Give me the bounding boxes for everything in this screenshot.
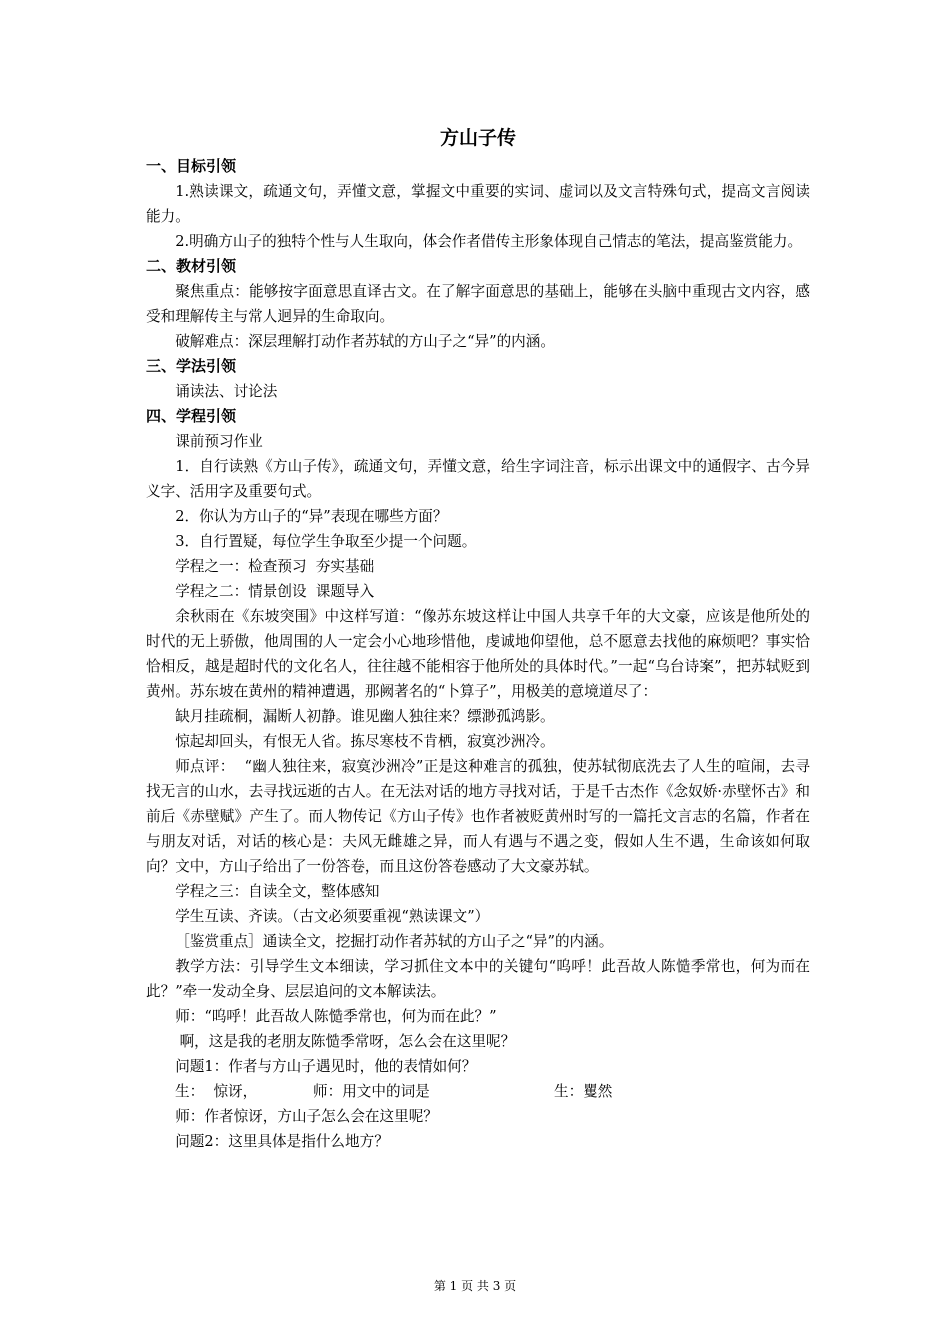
dialogue-row	[146, 1079, 810, 1104]
section-heading-materials: 二、教材引领	[146, 257, 237, 275]
paragraph: 问题1：作者与方山子遇见时，他的表情如何？	[175, 1058, 477, 1075]
section-heading-methods: 三、学法引领	[146, 357, 237, 375]
dialogue-student: 生： 惊讶，	[175, 1083, 258, 1100]
paragraph: 啊，这是我的老朋友陈慥季常呀，怎么会在这里呢？	[179, 1033, 516, 1050]
paragraph: 学生互读、齐读。（古文必须要重视“熟读课文”）	[175, 908, 490, 925]
section-heading-process: 四、学程引领	[146, 407, 237, 425]
paragraph: 聚焦重点：能够按字面意思直译古文。在了解字面意思的基础上，能够在头脑中重现古文内容，感受和理解传主与常人迥异的生命取向。	[146, 283, 810, 325]
poem-line: 惊起却回头，有恨无人省。拣尽寒枝不肯栖，寂寞沙洲冷。	[175, 733, 555, 750]
paragraph: 1．自行读熟《方山子传》，疏通文句，弄懂文意，给生字词注音，标示出课文中的通假字、古今异义字、活用字及重要句式。	[146, 458, 810, 500]
paragraph: 师：作者惊讶，方山子怎么会在这里呢？	[175, 1108, 438, 1125]
paragraph: ［鉴赏重点］通读全文，挖掘打动作者苏轼的方山子之“异”的内涵。	[175, 933, 614, 950]
paragraph: 诵读法、讨论法	[175, 383, 278, 400]
paragraph: 余秋雨在《东坡突围》中这样写道：“像苏东坡这样让中国人共享千年的大文豪，应该是他所处的时代的无上骄傲，他周围的人一定会小心地珍惜他，虔诚地仰望他，总不愿意去找他的麻烦吧？事实恰恰相反，越是超时代的文化名人，往往越不能相容于他所处的具体时代。”一起“乌台诗案”，把苏轼贬到黄州。苏东坡在黄州的精神遭遇，那阙著名的“卜算子”，用极美的意境道尽了：	[146, 608, 810, 700]
dialogue-answer: 生：矍然	[554, 1083, 613, 1100]
paragraph: 学程之一：检查预习 夯实基础	[175, 558, 375, 575]
document-body	[146, 124, 810, 1154]
paragraph: 2．你认为方山子的“异”表现在哪些方面？	[175, 508, 448, 525]
paragraph: 3．自行置疑，每位学生争取至少提一个问题。	[175, 533, 477, 550]
paragraph: 学程之三：自读全文，整体感知	[175, 883, 380, 900]
paragraph: 课前预习作业	[175, 433, 263, 450]
section-heading-goals: 一、目标引领	[146, 157, 237, 175]
paragraph: 问题2：这里具体是指什么地方？	[175, 1133, 389, 1150]
dialogue-teacher: 师：用文中的词是	[313, 1083, 430, 1100]
poem-line: 缺月挂疏桐，漏断人初静。谁见幽人独往来？缥渺孤鸿影。	[175, 708, 555, 725]
paragraph: 师：“呜呼！此吾故人陈慥季常也，何为而在此？”	[175, 1008, 497, 1025]
paragraph: 2.明确方山子的独特个性与人生取向，体会作者借传主形象体现自己情志的笔法，提高鉴赏能力。	[175, 233, 803, 250]
paragraph: 教学方法：引导学生文本细读，学习抓住文本中的关键句“呜呼！此吾故人陈慥季常也，何为而在此？”牵一发动全身、层层追问的文本解读法。	[146, 958, 810, 1000]
paragraph: 学程之二：情景创设 课题导入	[175, 583, 375, 600]
page-title: 方山子传	[439, 127, 516, 149]
paragraph: 师点评： “幽人独往来，寂寞沙洲冷”正是这种难言的孤独，使苏轼彻底洗去了人生的喧闹，去寻找无言的山水，去寻找远逝的古人。在无法对话的地方寻找对话，于是千古杰作《念奴娇·赤壁怀古》和前后《赤壁赋》产生了。而人物传记《方山子传》也作者被贬黄州时写的一篇托文言志的名篇，作者在与朋友对话，对话的核心是：夫风无雌雄之异，而人有遇与不遇之变，假如人生不遇，生命该如何取向？文中，方山子给出了一份答卷，而且这份答卷感动了大文豪苏轼。	[146, 758, 810, 875]
paragraph: 1.熟读课文，疏通文句，弄懂文意，掌握文中重要的实词、虚词以及文言特殊句式，提高文言阅读能力。	[146, 183, 810, 225]
paragraph: 破解难点：深层理解打动作者苏轼的方山子之“异”的内涵。	[175, 333, 555, 350]
page-footer: 第 1 页 共 3 页	[433, 1279, 517, 1293]
